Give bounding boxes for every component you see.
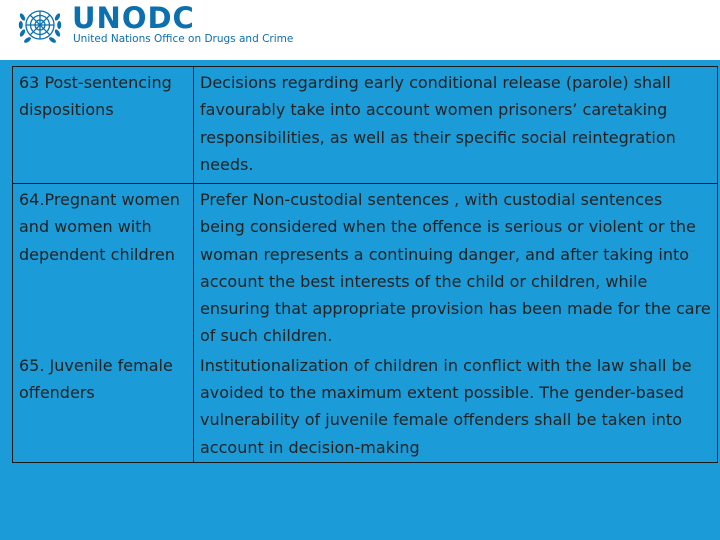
row-label: 63 Post-sentencing dispositions xyxy=(13,67,194,184)
header xyxy=(0,0,720,60)
logo-title: UNODC xyxy=(72,1,195,35)
row-text: Prefer Non-custodial sentences , with custodial sentences being considered when the offence is serious or violent or the woman represents a continuing danger, and after taking into account the best interests of the child or children, while ensuring that appropriate provision has been made for the care of such children. xyxy=(194,184,718,350)
table-row xyxy=(13,350,718,463)
table-row xyxy=(13,67,718,184)
un-emblem-icon xyxy=(18,3,62,47)
row-label: 65. Juvenile female offenders xyxy=(13,350,194,463)
row-text: Decisions regarding early conditional release (parole) shall favourably take into account women prisoners’ caretaking responsibilities, as well as their specific social reintegration needs. xyxy=(194,67,718,184)
logo-subtitle: United Nations Office on Drugs and Crime xyxy=(73,33,294,45)
row-label: 64.Pregnant women and women with dependent children xyxy=(13,184,194,350)
table-row xyxy=(13,184,718,350)
guidelines-table xyxy=(12,66,718,463)
row-text: Institutionalization of children in conflict with the law shall be avoided to the maximum extent possible. The gender-based vulnerability of juvenile female offenders shall be taken into account in decision-making xyxy=(194,350,718,463)
